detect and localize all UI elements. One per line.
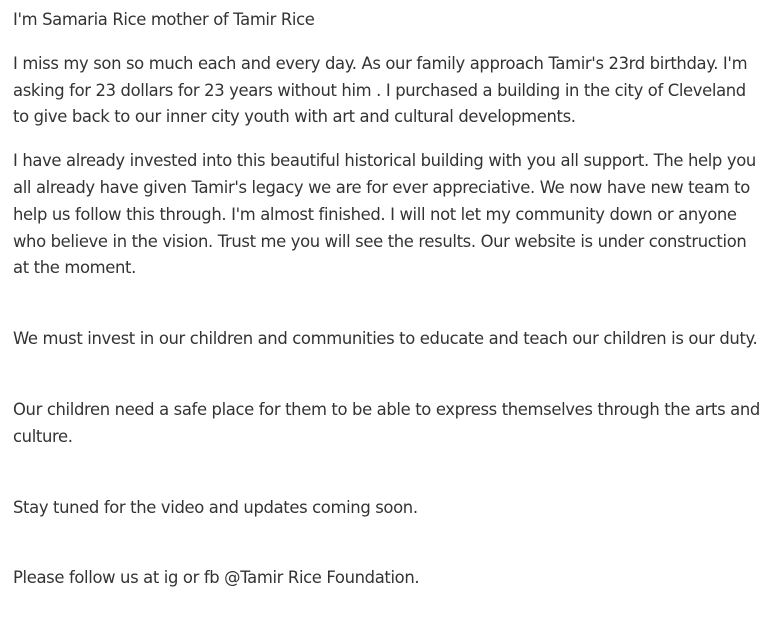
story-text <box>13 7 763 592</box>
story-paragraph-safe-place: Our children need a safe place for them to be able to express themselves through the arts and culture. <box>13 399 760 446</box>
story-paragraph-building: I have already invested into this beautiful historical building with you all support. The help you all already have given Tamir's legacy we are for ever appreciative. We now have new team to help us follow this through. I'm almost finished. I will not let my community down or anyone who believe in the vision. Trust me you will see the results. Our website is under construction at the moment. <box>13 151 756 278</box>
story-paragraph-follow: Please follow us at ig or fb @Tamir Rice Foundation. <box>13 568 420 588</box>
story-paragraph-invest: We must invest in our children and communities to educate and teach our children is our duty. <box>13 329 758 349</box>
story-paragraph-birthday: I miss my son so much each and every day. As our family approach Tamir's 23rd birthday. I'm asking for 23 dollars for 23 years without him . I purchased a building in the city of Cleveland to give back to our inner city youth with art and cultural developments. <box>13 53 748 127</box>
story-intro: I'm Samaria Rice mother of Tamir Rice <box>13 10 315 29</box>
story-paragraph-updates: Stay tuned for the video and updates coming soon. <box>13 497 418 517</box>
